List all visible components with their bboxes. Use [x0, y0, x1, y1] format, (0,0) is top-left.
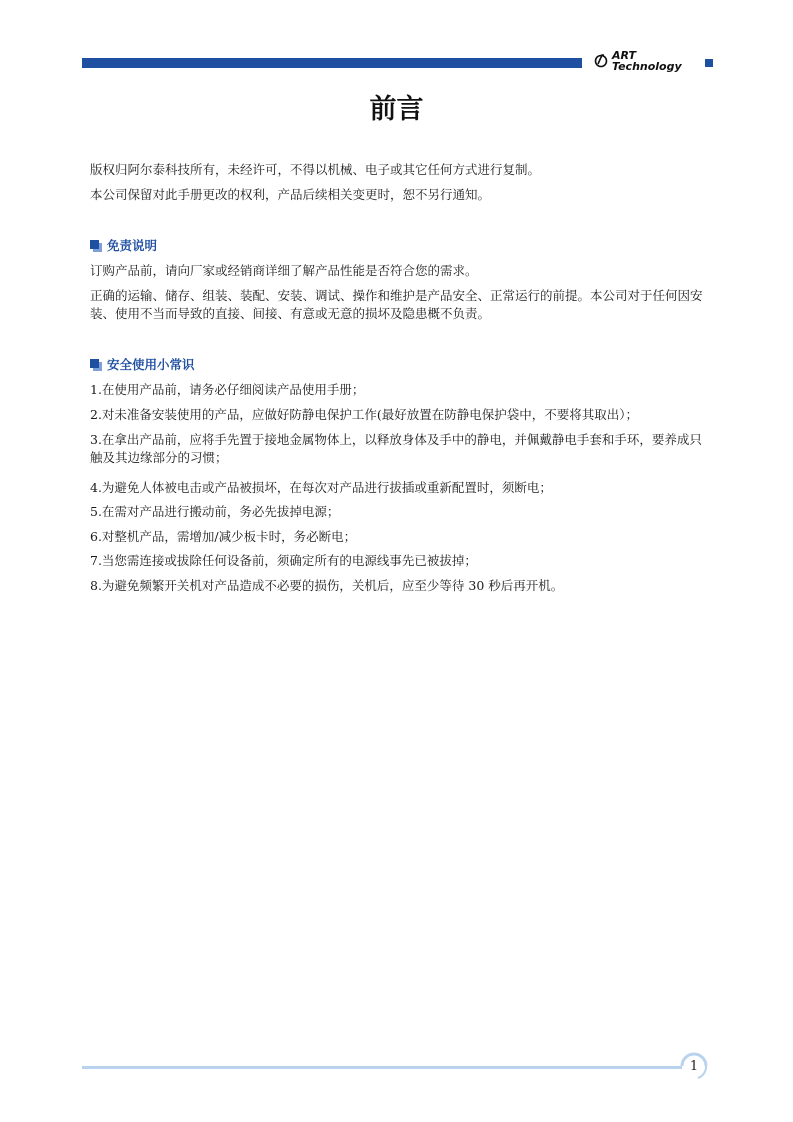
- disclaimer-paragraph-2: 正确的运输、储存、组装、装配、安装、调试、操作和维护是产品安全、正常运行的前提。本公司对于任何因安装、使用不当而导致的直接、间接、有意或无意的损坏及隐患概不负责。: [90, 288, 703, 321]
- safety-heading-text: 安全使用小常识: [107, 357, 195, 372]
- footer-line: [82, 1066, 682, 1069]
- safety-item-3: 3.在拿出产品前，应将手先置于接地金属物体上，以释放身体及手中的静电，并佩戴静电手套和手环，要养成只触及其边缘部分的习惯；: [90, 432, 702, 465]
- page-title: 前言: [369, 94, 424, 125]
- intro-paragraph-1: 版权归阿尔泰科技所有，未经许可，不得以机械、电子或其它任何方式进行复制。: [90, 162, 541, 177]
- safety-item-4: 4.为避免人体被电击或产品被损坏，在每次对产品进行拔插或重新配置时，须断电；: [90, 480, 552, 495]
- safety-item-8: 8.为避免频繁开关机对产品造成不必要的损伤，关机后，应至少等待 30 秒后再开机。: [90, 578, 564, 593]
- intro-paragraph-2: 本公司保留对此手册更改的权利，产品后续相关变更时，恕不另行通知。: [90, 187, 491, 202]
- disclaimer-heading-text: 免责说明: [107, 238, 158, 253]
- art-logo-icon: [594, 52, 608, 68]
- page-number: 1: [689, 1059, 699, 1074]
- header-bar: [82, 58, 582, 68]
- header-square-mark: [705, 59, 713, 67]
- safety-item-7: 7.当您需连接或拔除任何设备前，须确定所有的电源线事先已被拔掉；: [90, 553, 477, 568]
- safety-item-1: 1.在使用产品前，请务必仔细阅读产品使用手册；: [90, 382, 365, 397]
- section-bullet-icon: [90, 359, 101, 370]
- logo-text-technology: Technology: [612, 60, 682, 73]
- section-bullet-icon: [90, 240, 101, 251]
- page-number-badge: [678, 1052, 712, 1082]
- company-logo: [594, 50, 698, 74]
- safety-item-5: 5.在需对产品进行搬动前，务必先拔掉电源；: [90, 504, 340, 519]
- safety-item-6: 6.对整机产品，需增加/减少板卡时，务必断电；: [90, 529, 357, 544]
- disclaimer-paragraph-1: 订购产品前，请向厂家或经销商详细了解产品性能是否符合您的需求。: [90, 263, 478, 278]
- safety-item-2: 2.对未准备安装使用的产品，应做好防静电保护工作(最好放置在防静电保护袋中，不要将其取出）；: [90, 407, 639, 422]
- logo-text-art: ART: [612, 49, 636, 62]
